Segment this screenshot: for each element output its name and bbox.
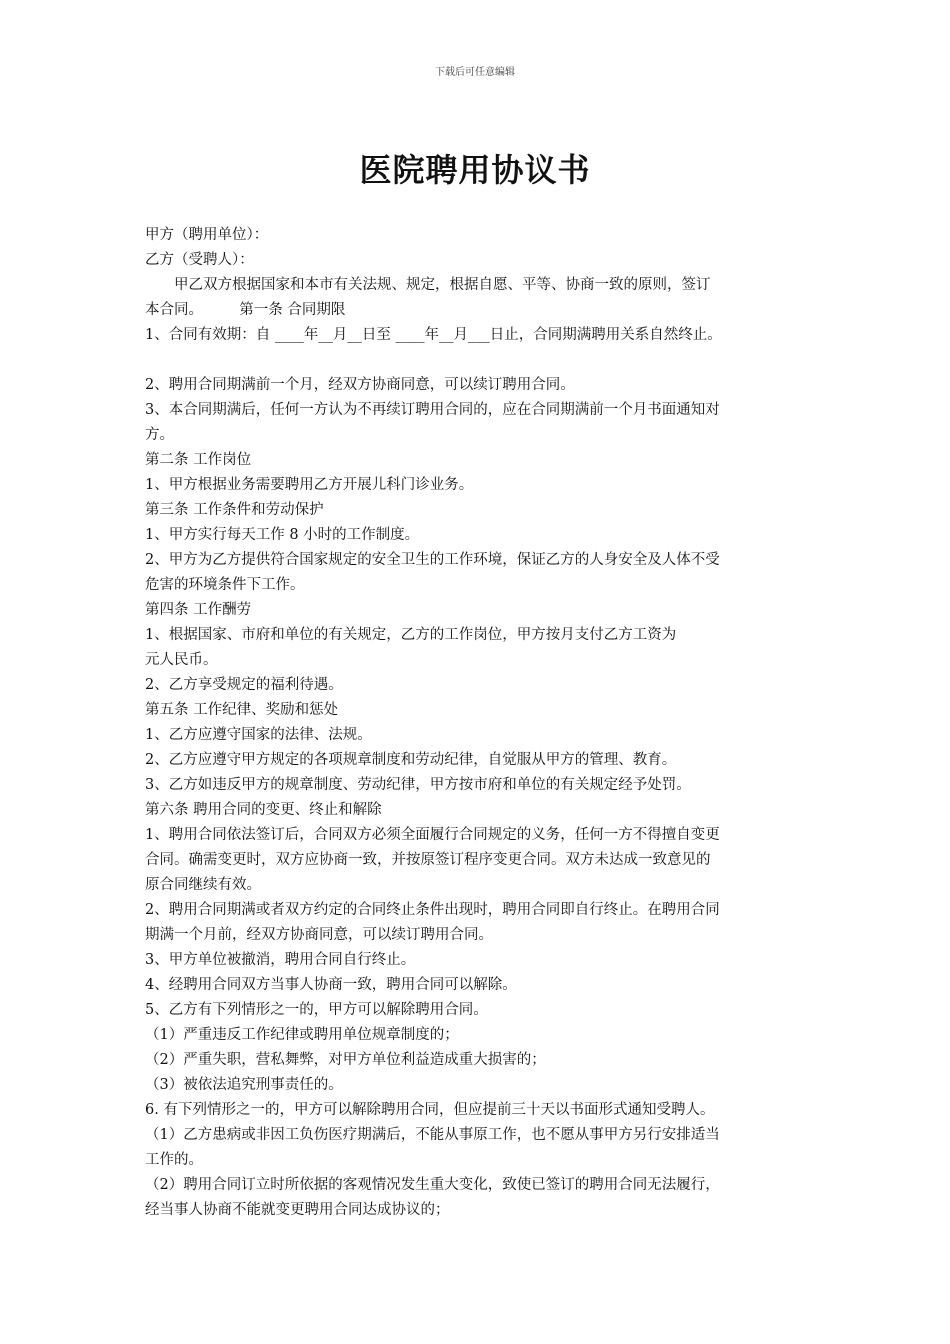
- sub-clause-line: （3）被依法追究刑事责任的。: [145, 1077, 343, 1093]
- header-note: 下载后可任意编辑: [435, 67, 515, 78]
- party-b-line: 乙方（受聘人）：: [145, 252, 254, 268]
- clause-line: 合同。确需变更时，双方应协商一致，并按原签订程序变更合同。双方未达成一致意见的: [145, 852, 711, 868]
- clause-line: 3、甲方单位被撤消，聘用合同自行终止。: [145, 952, 416, 968]
- clause-line: 原合同继续有效。: [145, 877, 261, 893]
- clause-line: 2、乙方享受规定的福利待遇。: [145, 677, 343, 693]
- article-heading: 第二条 工作岗位: [145, 452, 252, 468]
- sub-clause-line: 工作的。: [145, 1152, 203, 1168]
- sub-clause-line: 经当事人协商不能就变更聘用合同达成协议的；: [145, 1202, 450, 1218]
- clause-line: 1、聘用合同依法签订后，合同双方必须全面履行合同规定的义务，任何一方不得擅自变更: [145, 827, 720, 843]
- clause-line: 1、乙方应遵守国家的法律、法规。: [145, 727, 372, 743]
- clause-line: 6. 有下列情形之一的，甲方可以解除聘用合同，但应提前三十天以书面形式通知受聘人。: [145, 1102, 715, 1118]
- clause-line: 2、乙方应遵守甲方规定的各项规章制度和劳动纪律，自觉服从甲方的管理、教育。: [145, 752, 677, 768]
- clause-line: 1、甲方实行每天工作 8 小时的工作制度。: [145, 527, 420, 543]
- preamble-line: 本合同。 第一条 合同期限: [145, 302, 346, 318]
- sub-clause-line: （1）严重违反工作纪律或聘用单位规章制度的；: [145, 1027, 459, 1043]
- clause-line: 2、聘用合同期满前一个月，经双方协商同意，可以续订聘用合同。: [145, 377, 575, 393]
- blank-line: [145, 348, 820, 373]
- clause-line: 1、根据国家、市府和单位的有关规定，乙方的工作岗位，甲方按月支付乙方工资为: [145, 627, 677, 643]
- clause-line: 5、乙方有下列情形之一的，甲方可以解除聘用合同。: [145, 1002, 488, 1018]
- clause-line: 元人民币。: [145, 652, 218, 668]
- sub-clause-line: （2）严重失职，营私舞弊，对甲方单位利益造成重大损害的；: [145, 1052, 546, 1068]
- document-body: [145, 223, 820, 1223]
- clause-line: 3、乙方如违反甲方的规章制度、劳动纪律，甲方按市府和单位的有关规定经予处罚。: [145, 777, 691, 793]
- clause-line: 方。: [145, 427, 174, 443]
- clause-line: 2、甲方为乙方提供符合国家规定的安全卫生的工作环境，保证乙方的人身安全及人体不受: [145, 552, 720, 568]
- article-heading: 第三条 工作条件和劳动保护: [145, 502, 324, 518]
- clause-line: 4、经聘用合同双方当事人协商一致，聘用合同可以解除。: [145, 977, 517, 993]
- clause-line: 期满一个月前，经双方协商同意，可以续订聘用合同。: [145, 927, 493, 943]
- article-heading: 第六条 聘用合同的变更、终止和解除: [145, 802, 382, 818]
- clause-line: 1、甲方根据业务需要聘用乙方开展儿科门诊业务。: [145, 477, 474, 493]
- article-heading: 第四条 工作酬劳: [145, 602, 252, 618]
- clause-line: 危害的环境条件下工作。: [145, 577, 305, 593]
- article-heading: 第五条 工作纪律、奖励和惩处: [145, 702, 339, 718]
- clause-line: 3、本合同期满后，任何一方认为不再续订聘用合同的，应在合同期满前一个月书面通知对: [145, 402, 720, 418]
- party-a-line: 甲方（聘用单位）：: [145, 227, 269, 243]
- clause-line: 2、聘用合同期满或者双方约定的合同终止条件出现时，聘用合同即自行终止。在聘用合同: [145, 902, 720, 918]
- document-title: 医院聘用协议书: [359, 151, 591, 189]
- preamble-line: 甲乙双方根据国家和本市有关法规、规定，根据自愿、平等、协商一致的原则，签订: [174, 277, 711, 293]
- sub-clause-line: （2）聘用合同订立时所依据的客观情况发生重大变化，致使已签订的聘用合同无法履行，: [145, 1177, 720, 1193]
- sub-clause-line: （1）乙方患病或非因工负伤医疗期满后，不能从事原工作，也不愿从事甲方另行安排适当: [145, 1127, 720, 1143]
- clause-line: 1、合同有效期：自 ____年__月__日至 ____年__月___日止，合同期满聘用关系自然终止。: [145, 327, 722, 343]
